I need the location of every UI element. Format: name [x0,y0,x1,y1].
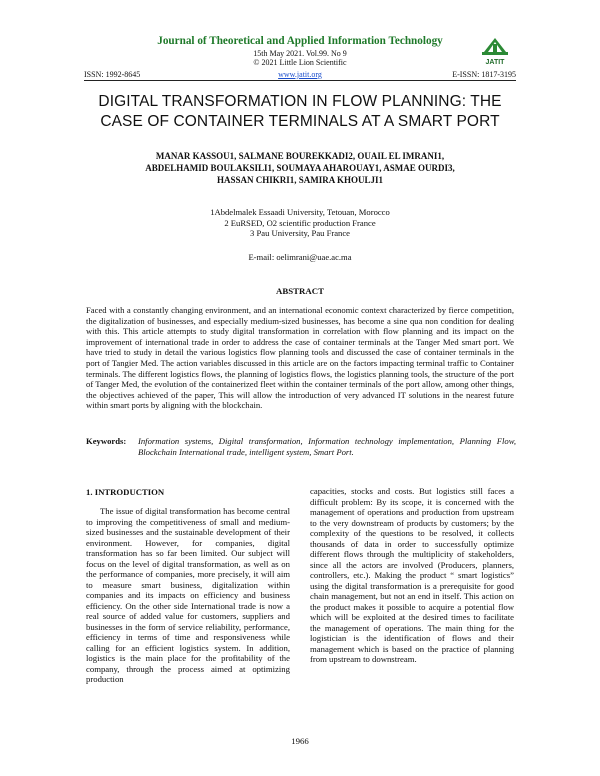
affiliations [80,207,520,239]
paper-title [60,92,540,132]
keywords [86,436,516,457]
issue-info: 15th May 2021. Vol.99. No 9 [253,49,347,58]
author-list [80,150,520,186]
section-heading-introduction: 1. INTRODUCTION [86,487,165,497]
title-line-1: DIGITAL TRANSFORMATION IN FLOW PLANNING: THE [98,93,502,110]
authors-line-1: MANAR KASSOU1, SALMANE BOUREKKADI2, OUAIL EL IMRANI1, [155,151,445,161]
abstract-text: Faced with a constantly changing environment, and an international economic context characterized by fierce competition, the digitalization of businesses, and especially medium-sized businesses, has become a sine qua non condition for dealing with this. This article attempts to study digital transformation in correlation with flow planning and its impact on the improvement of international trade in order to address the case of container terminals at the Tanger Med smart port. We have tried to study in detail the various logistics flow planning tools and discussed the case of container terminals in the port of Tangier Med. The action variables discussed in this article are on the factors impacting terminal traffic to Container terminals. The different logistics flows, the planning of logistics flows, the logistics planning tools, the structure of the port of Tanger Med, the evolution of the containerized fleet within the container terminals of the port allow, among other things, the objectives achieved of the paper, This will allow the introduction of very advanced IT solutions in the nearest future within smart ports by aligning with the blockchain. [86,305,514,411]
issn: ISSN: 1992-8645 [84,70,141,79]
keywords-label: Keywords: [86,436,127,446]
authors-line-2: ABDELHAMID BOULAKSILI1, SOUMAYA AHAROUAY1, ASMAE OURDI3, [145,163,455,173]
intro-left-column: The issue of digital transformation has become central to improving the competitiveness of small and medium-sized businesses and the sustainable development of their environment. However, for companies, digital transformation has so far been limited. Our subject will focus on the level of digital transformation, as well as on the performance of companies, more precisely, it will aim to measure smart business, digitalization within companies and its impacts on efficiency and business efficiency. On the other side International trade is now a real source of added value for customers, suppliers and businesses in the form of service reliability, performance, efficiency in terms of time and responsiveness while calling for an efficient logistics system. In addition, logistics is the main place for the profitability of the company, through the process aimed at optimizing production [86,506,290,684]
page-number: 1966 [291,736,309,746]
journal-title: Journal of Theoretical and Applied Information Technology [157,35,443,47]
logo-text: JATIT [485,59,505,66]
header-divider [84,80,516,81]
affiliation-3: 3 Pau University, Pau France [250,228,350,238]
eissn: E-ISSN: 1817-3195 [452,70,516,79]
intro-right-column: capacities, stocks and costs. But logistics still faces a difficult problem: By its scope, it is concerned with the management of operations and production from upstream to the very downstream of products by customers; by the complexity of the questions to be resolved, it collects thousands of data in order to successfully optimize different flows through the multiplicity of stakeholders, since all the actors are involved (Producers, planners, controllers, etc.). Making the product “ smart logistics” using the digital transformation is a prerequisite for good chain management, but not an end in itself. This action on the product makes it possible to acquire a potential flow which will be exploited at the desired times to facilitate the management of operations. The main thing for the logistician is the identification of flows and their management which is based on the practice of planning from upstream to downstream. [310,486,514,664]
affiliation-1: 1Abdelmalek Essaadi University, Tetouan, Morocco [210,207,390,217]
title-line-2: CASE OF CONTAINER TERMINALS AT A SMART PORT [100,113,500,130]
affiliation-2: 2 EuRSED, O2 scientific production France [224,217,376,228]
abstract-heading: ABSTRACT [276,286,324,296]
journal-link[interactable]: www.jatit.org [278,70,322,79]
contact-email: E-mail: oelimrani@uae.ac.ma [248,252,352,262]
authors-line-3: HASSAN CHIKRI1, SAMIRA KHOULJI1 [216,175,384,185]
keywords-text: Information systems, Digital transformation, Information technology implementation, Planning Flow, Blockchain International trade, intelligent system, Smart Port. [138,436,516,457]
copyright: © 2021 Little Lion Scientific [253,58,347,67]
jatit-logo-icon [478,36,512,66]
